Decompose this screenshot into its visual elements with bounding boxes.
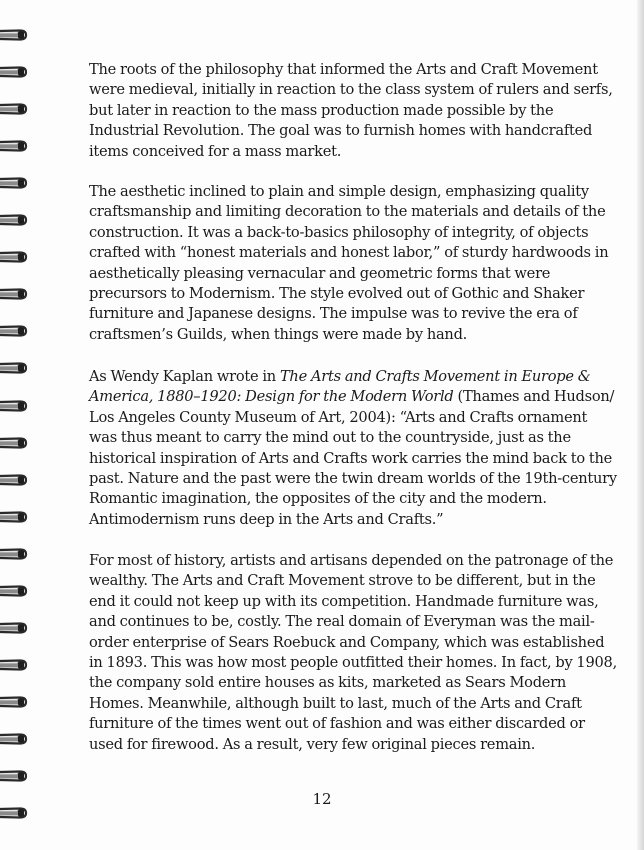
spiral-binding-ring-icon xyxy=(0,286,30,302)
spiral-binding-ring-icon xyxy=(0,360,30,376)
spiral-binding-ring-icon xyxy=(0,175,30,191)
paragraph-roots: The roots of the philosophy that informed the Arts and Craft Movement were medieval, initially in reaction to the class system of rulers and serfs, but later in reaction to the mass production made possible by the Industrial Revolution. The goal was to furnish homes with handcrafted items conceived for a mass market. xyxy=(89,61,613,160)
spiral-binding-ring-icon xyxy=(0,138,30,154)
page-number: 12 xyxy=(312,790,332,808)
spiral-binding-ring-icon xyxy=(0,323,30,339)
spiral-binding-ring-icon xyxy=(0,731,30,747)
spiral-binding-ring-icon xyxy=(0,101,30,117)
page-edge-shadow xyxy=(637,0,644,850)
spiral-binding-ring-icon xyxy=(0,657,30,673)
quote-lead: As Wendy Kaplan wrote in xyxy=(89,368,280,385)
quote-body: (Thames and Hudson/ Los Angeles County Museum of Art, 2004): “Arts and Crafts ornament was thus meant to carry the mind out to the countryside, just as the historical inspiration of Arts and Crafts work carries the mind back to the past. Nature and the past were the twin dream worlds of the 19th-century Romantic imagination, the opposites of the city and the modern. Antimodernism runs deep in the Arts and Crafts.” xyxy=(89,388,617,528)
spiral-binding-ring-icon xyxy=(0,620,30,636)
spiral-binding-ring-icon xyxy=(0,435,30,451)
spiral-binding-ring-icon xyxy=(0,212,30,228)
spiral-binding-ring-icon xyxy=(0,509,30,525)
spiral-binding-ring-icon xyxy=(0,472,30,488)
paragraph-patronage: For most of history, artists and artisans depended on the patronage of the wealthy. The Arts and Craft Movement strove to be different, but in the end it could not keep up with its competition. Handmade furniture was, and continues to be, costly. The real domain of Everyman was the mail-order enterprise of Sears Roebuck and Company, which was established in 1893. This was how most people outfitted their homes. In fact, by 1908, the company sold entire houses as kits, marketed as Sears Modern Homes. Meanwhile, although built to last, much of the Arts and Craft furniture of the times went out of fashion and was either discarded or used for firewood. As a result, very few original pieces remain. xyxy=(89,552,617,753)
paragraph-aesthetic: The aesthetic inclined to plain and simple design, emphasizing quality craftsmanship and limiting decoration to the materials and details of the construction. It was a back-to-basics philosophy of integrity, of objects crafted with “honest materials and honest labor,” of sturdy hardwoods in aesthetically pleasing vernacular and geometric forms that were precursors to Modernism. The style evolved out of Gothic and Shaker furniture and Japanese designs. The impulse was to revive the era of craftsmen’s Guilds, when things were made by hand. xyxy=(89,183,609,343)
spiral-binding-ring-icon xyxy=(0,398,30,414)
spiral-binding-ring-icon xyxy=(0,694,30,710)
paragraph-kaplan-quote xyxy=(89,367,617,530)
spiral-binding xyxy=(0,0,40,850)
spiral-binding-ring-icon xyxy=(0,249,30,265)
spiral-binding-ring-icon xyxy=(0,546,30,562)
spiral-binding-ring-icon xyxy=(0,768,30,784)
spiral-binding-ring-icon xyxy=(0,27,30,43)
book-title: The Arts and Crafts Movement in Europe & America, 1880–1920: Design for the Modern World xyxy=(89,368,591,406)
spiral-binding-ring-icon xyxy=(0,583,30,599)
spiral-binding-ring-icon xyxy=(0,64,30,80)
